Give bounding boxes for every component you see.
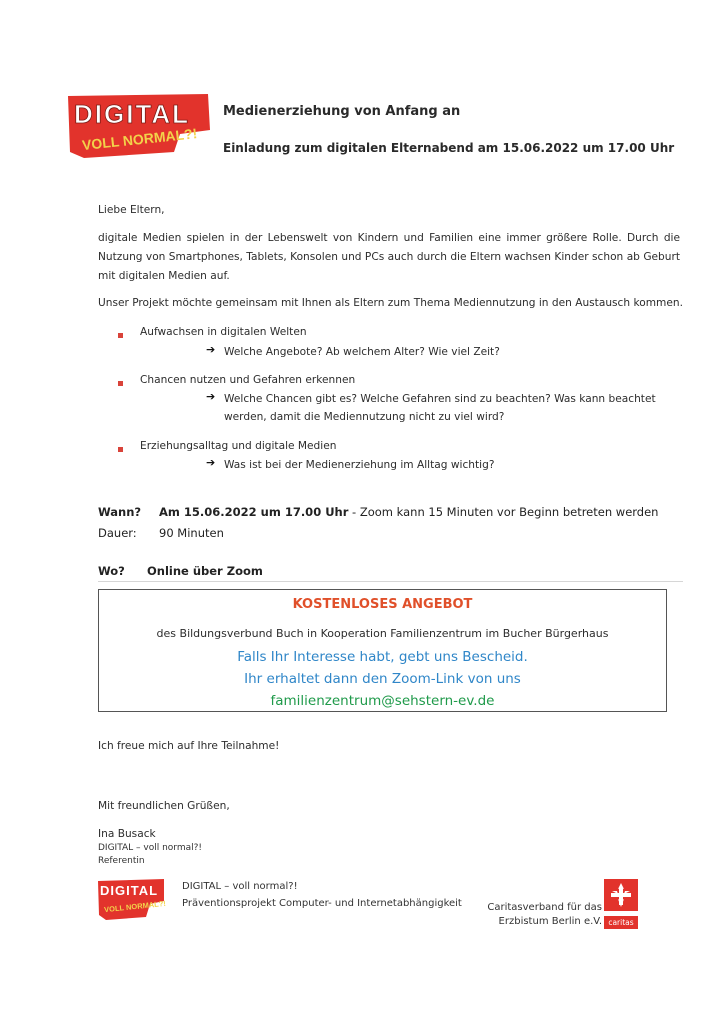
divider xyxy=(98,581,683,582)
duration-label: Dauer: xyxy=(98,526,137,540)
svg-text:DIGITAL: DIGITAL xyxy=(74,99,191,129)
footer-project-name: DIGITAL – voll normal?! xyxy=(182,881,298,892)
when-note: - Zoom kann 15 Minuten vor Beginn betreten werden xyxy=(352,505,659,519)
topic-title: Erziehungsalltag und digitale Medien xyxy=(140,440,337,452)
page-subtitle: Einladung zum digitalen Elternabend am 15.06.2022 um 17.00 Uhr xyxy=(223,141,675,155)
offer-zoom-line: Ihr erhaltet dann den Zoom-Link von uns xyxy=(244,671,521,687)
caritas-line-1: Caritasverband für das xyxy=(487,902,602,913)
topic-questions: Welche Angebote? Ab welchem Alter? Wie viel Zeit? xyxy=(224,346,500,358)
topic-questions: Welche Chancen gibt es? Welche Gefahren sind zu beachten? Was kann beachtet werden, damit die Mediennutzung nicht zu viel wird? xyxy=(224,393,656,423)
duration-value: 90 Minuten xyxy=(159,526,224,540)
topic-questions: Was ist bei der Medienerziehung im Alltag wichtig? xyxy=(224,459,495,471)
where-label: Wo? xyxy=(98,564,125,578)
offer-title: KOSTENLOSES ANGEBOT xyxy=(292,597,473,612)
bullet-icon xyxy=(118,447,123,452)
digital-voll-normal-logo-small xyxy=(96,877,166,922)
signature-org: DIGITAL – voll normal?! xyxy=(98,843,203,853)
topic-title: Chancen nutzen und Gefahren erkennen xyxy=(140,374,356,386)
caritas-badge: caritas xyxy=(604,916,638,929)
digital-voll-normal-logo xyxy=(62,92,214,164)
arrow-right-icon: ➔ xyxy=(206,456,216,469)
page-title: Medienerziehung von Anfang an xyxy=(223,104,461,119)
svg-text:VOLL NORMAL?!: VOLL NORMAL?! xyxy=(103,898,166,915)
when-value: Am 15.06.2022 um 17.00 Uhr xyxy=(159,505,349,519)
caritas-flame-cross-icon xyxy=(604,879,638,911)
offer-interest-line: Falls Ihr Interesse habt, gebt uns Bescheid. xyxy=(237,649,528,665)
arrow-right-icon: ➔ xyxy=(206,343,216,356)
footer-project-desc: Präventionsprojekt Computer- und Internetabhängigkeit xyxy=(182,898,462,909)
contact-email[interactable]: familienzentrum@sehstern-ev.de xyxy=(270,693,495,709)
svg-text:DIGITAL: DIGITAL xyxy=(100,883,159,898)
offer-organizer: des Bildungsverbund Buch in Kooperation Familienzentrum im Bucher Bürgerhaus xyxy=(156,627,609,640)
when-row xyxy=(159,505,658,519)
intro-paragraph: digitale Medien spielen in der Lebenswelt von Kindern und Familien eine immer größere Rolle. Durch die Nutzung von Smartphones, Tablets, Konsolen und PCs auch durch die Eltern wachsen Kinder schon ab Geburt mit digitalen Medien auf. xyxy=(98,232,680,282)
signature-role: Referentin xyxy=(98,856,145,866)
arrow-right-icon: ➔ xyxy=(206,390,216,403)
bullet-icon xyxy=(118,333,123,338)
topic-title: Aufwachsen in digitalen Welten xyxy=(140,326,307,338)
bullet-icon xyxy=(118,381,123,386)
greeting: Liebe Eltern, xyxy=(98,204,165,216)
signature-name: Ina Busack xyxy=(98,828,156,840)
where-value: Online über Zoom xyxy=(147,564,263,578)
caritas-line-2: Erzbistum Berlin e.V. xyxy=(498,916,602,927)
svg-text:VOLL NORMAL?!: VOLL NORMAL?! xyxy=(81,125,198,154)
caritas-logo xyxy=(604,879,638,925)
project-paragraph: Unser Projekt möchte gemeinsam mit Ihnen als Eltern zum Thema Mediennutzung in den Austausch kommen. xyxy=(98,297,683,309)
closing-thanks: Ich freue mich auf Ihre Teilnahme! xyxy=(98,740,280,752)
when-label: Wann? xyxy=(98,505,142,519)
closing-regards: Mit freundlichen Grüßen, xyxy=(98,800,230,812)
caritas-name xyxy=(472,901,602,929)
